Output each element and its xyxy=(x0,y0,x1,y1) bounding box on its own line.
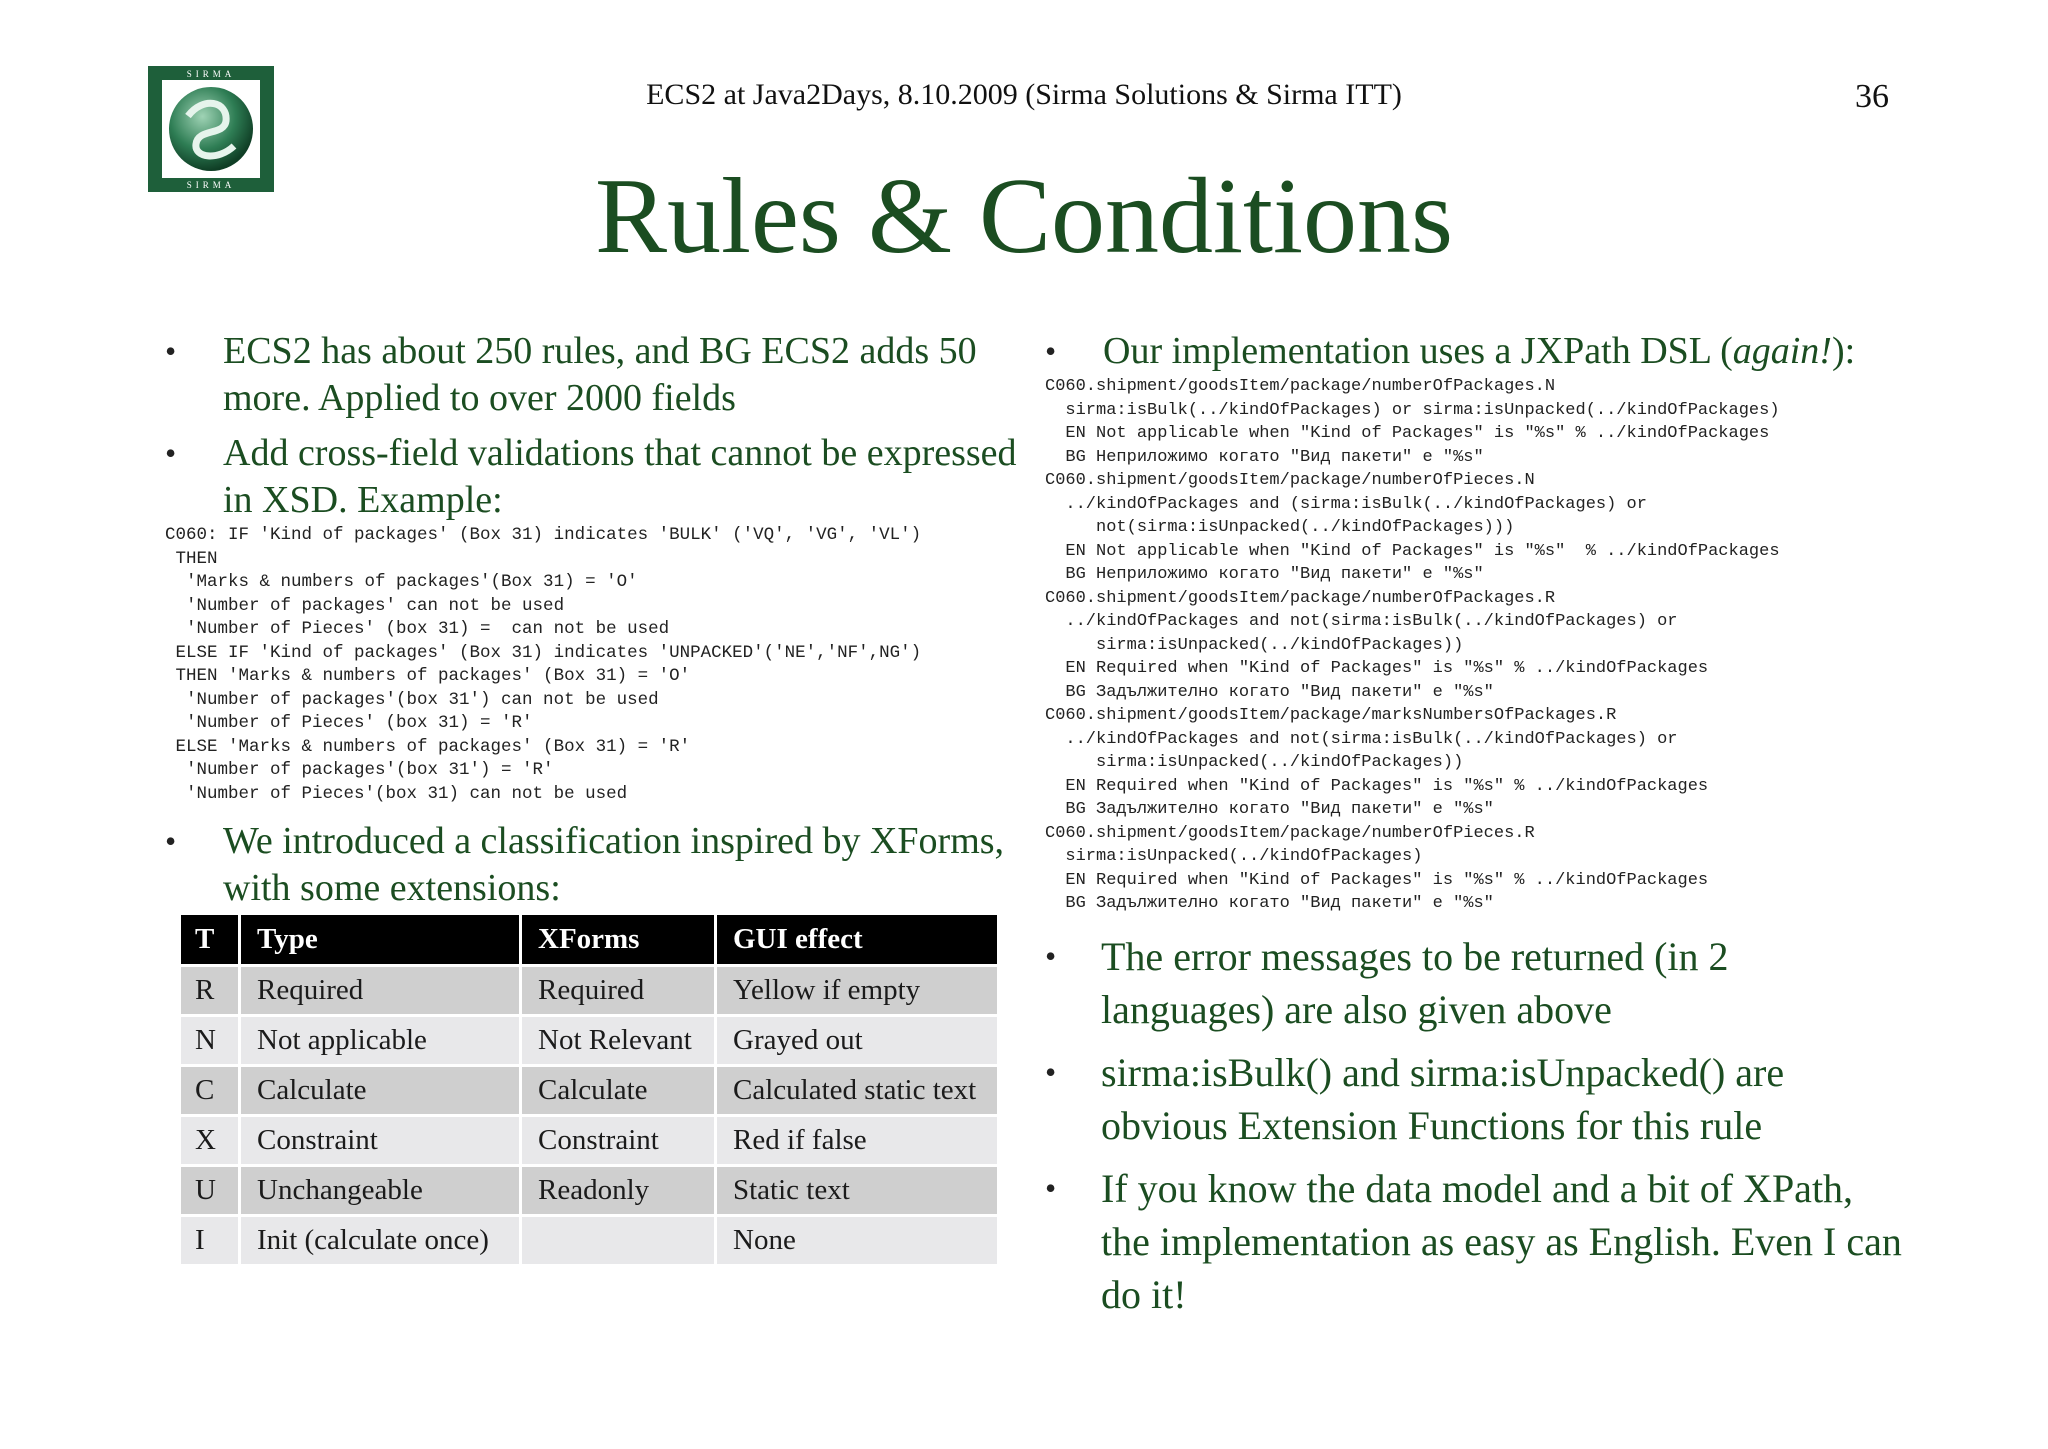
code-line: BG Задължително когато "Вид пакети" е "%s" xyxy=(1045,800,1494,819)
code-line: C060.shipment/goodsItem/package/numberOfPackages.R xyxy=(1045,588,1556,608)
cell-xforms xyxy=(521,1216,716,1266)
bullet-text: Add cross-field validations that cannot be expressed in XSD. Example: xyxy=(223,432,1017,521)
bullet-icon: • xyxy=(165,435,177,471)
code-line: C060: IF 'Kind of packages' (Box 31) indicates 'BULK' ('VQ', 'VG', 'VL') xyxy=(165,525,922,545)
bullet-icon: • xyxy=(1045,333,1057,369)
bullet-error-messages xyxy=(1045,930,1905,1036)
bullet-icon: • xyxy=(165,823,177,859)
bullet-icon: • xyxy=(165,333,177,369)
bullet-text: ECS2 has about 250 rules, and BG ECS2 adds 50 more. Applied to over 2000 fields xyxy=(223,330,977,419)
code-line: 'Number of packages' can not be used xyxy=(165,595,565,616)
logo-letters-bottom: SIRMA xyxy=(186,180,236,190)
cell-gui-effect: Calculated static text xyxy=(716,1066,999,1116)
right-column xyxy=(1045,328,1905,1321)
jxpath-dsl-code xyxy=(1045,375,1905,916)
code-line: EN Not applicable when "Kind of Packages" is "%s" % ../kindOfPackages xyxy=(1045,424,1770,443)
cell-t: X xyxy=(180,1116,240,1166)
bullet-cross-field xyxy=(165,430,1020,524)
code-line: C060.shipment/goodsItem/package/numberOfPieces.N xyxy=(1045,471,1535,490)
cell-xforms: Required xyxy=(521,966,716,1016)
bullet-text: sirma:isBulk() and sirma:isUnpacked() are obvious Extension Functions for this rule xyxy=(1101,1049,1785,1148)
page-number: 36 xyxy=(1855,78,1889,115)
bullet-rules-count xyxy=(165,328,1020,422)
code-line: ELSE 'Marks & numbers of packages' (Box 31) = 'R' xyxy=(165,736,691,757)
cell-gui-effect: Static text xyxy=(716,1166,999,1216)
code-line: EN Required when "Kind of Packages" is "%s" % ../kindOfPackages xyxy=(1045,659,1709,678)
code-line: 'Number of packages'(box 31') = 'R' xyxy=(165,760,554,780)
cell-xforms: Calculate xyxy=(521,1066,716,1116)
code-line: ../kindOfPackages and not(sirma:isBulk(../kindOfPackages) or xyxy=(1045,729,1678,749)
code-line: THEN 'Marks & numbers of packages' (Box 31) = 'O' xyxy=(165,666,691,686)
bullet-text: If you know the data model and a bit of XPath, the implementation as easy as English. Even I can do it! xyxy=(1101,1165,1902,1317)
code-line: C060.shipment/goodsItem/package/numberOfPieces.R xyxy=(1045,823,1535,843)
code-line: ELSE IF 'Kind of packages' (Box 31) indicates 'UNPACKED'('NE','NF',NG') xyxy=(165,642,922,663)
cell-t: C xyxy=(180,1066,240,1116)
code-line: ../kindOfPackages and not(sirma:isBulk(../kindOfPackages) or xyxy=(1045,612,1678,631)
code-line: sirma:isBulk(../kindOfPackages) or sirma:isUnpacked(../kindOfPackages) xyxy=(1045,400,1780,420)
code-line: BG Неприложимо когато "Вид пакети" е "%s" xyxy=(1045,565,1484,584)
code-line: 'Number of Pieces'(box 31) can not be used xyxy=(165,783,628,804)
bullet-text: The error messages to be returned (in 2 languages) are also given above xyxy=(1101,933,1729,1032)
slide-title: Rules & Conditions xyxy=(594,157,1454,276)
table-row xyxy=(180,1066,999,1116)
table-row xyxy=(180,1016,999,1066)
cell-type: Constraint xyxy=(240,1116,521,1166)
column-header-type: Type xyxy=(240,914,521,966)
bullet-easy-as-english xyxy=(1045,1162,1905,1321)
table-header-row xyxy=(180,914,999,966)
cell-type: Init (calculate once) xyxy=(240,1216,521,1266)
bullet-text-suffix: ): xyxy=(1831,330,1856,372)
cell-xforms: Readonly xyxy=(521,1166,716,1216)
code-line: sirma:isUnpacked(../kindOfPackages)) xyxy=(1045,635,1464,655)
cell-type: Calculate xyxy=(240,1066,521,1116)
code-line: sirma:isUnpacked(../kindOfPackages) xyxy=(1045,847,1423,866)
bullet-extension-functions xyxy=(1045,1046,1905,1152)
table-row xyxy=(180,1216,999,1266)
rule-example-code xyxy=(165,524,1020,806)
table-row xyxy=(180,966,999,1016)
bullet-text-emphasis: again! xyxy=(1732,330,1832,372)
code-line: 'Marks & numbers of packages'(Box 31) = 'O' xyxy=(165,572,638,592)
cell-t: N xyxy=(180,1016,240,1066)
cell-type: Not applicable xyxy=(240,1016,521,1066)
bullet-text-prefix: Our implementation uses a JXPath DSL ( xyxy=(1103,330,1733,372)
logo-letters-top: SIRMA xyxy=(186,69,236,79)
column-header-xforms: XForms xyxy=(521,914,716,966)
cell-gui-effect: Yellow if empty xyxy=(716,966,999,1016)
code-line: BG Неприложимо когато "Вид пакети" е "%s" xyxy=(1045,447,1484,467)
bullet-jxpath-dsl xyxy=(1045,328,1905,375)
code-line: sirma:isUnpacked(../kindOfPackages)) xyxy=(1045,753,1464,772)
cell-gui-effect: Red if false xyxy=(716,1116,999,1166)
cell-t: R xyxy=(180,966,240,1016)
cell-t: I xyxy=(180,1216,240,1266)
bullet-icon: • xyxy=(1045,1053,1057,1090)
slide-header: ECS2 at Java2Days, 8.10.2009 (Sirma Solutions & Sirma ITT) xyxy=(646,78,1402,111)
cell-xforms: Constraint xyxy=(521,1116,716,1166)
code-line: BG Задължително когато "Вид пакети" е "%s" xyxy=(1045,894,1494,913)
cell-type: Unchangeable xyxy=(240,1166,521,1216)
column-header-t: T xyxy=(180,914,240,966)
bullet-icon: • xyxy=(1045,937,1057,974)
code-line: 'Number of Pieces' (box 31) = can not be used xyxy=(165,619,670,639)
cell-gui-effect: None xyxy=(716,1216,999,1266)
code-line: EN Not applicable when "Kind of Packages" is "%s" % ../kindOfPackages xyxy=(1045,541,1780,561)
code-line: THEN xyxy=(165,548,218,569)
code-line: 'Number of Pieces' (box 31) = 'R' xyxy=(165,713,533,733)
bullet-text: We introduced a classification inspired by XForms, with some extensions: xyxy=(223,820,1005,909)
table-row xyxy=(180,1116,999,1166)
bullet-classification xyxy=(165,818,1020,912)
code-line: not(sirma:isUnpacked(../kindOfPackages))) xyxy=(1045,518,1515,537)
table-row xyxy=(180,1166,999,1216)
column-header-gui-effect: GUI effect xyxy=(716,914,999,966)
classification-table xyxy=(178,912,1000,1267)
code-line: EN Required when "Kind of Packages" is "%s" % ../kindOfPackages xyxy=(1045,776,1709,796)
bullet-icon: • xyxy=(1045,1169,1057,1206)
cell-type: Required xyxy=(240,966,521,1016)
code-line: ../kindOfPackages and (sirma:isBulk(../kindOfPackages) or xyxy=(1045,494,1647,514)
code-line: BG Задължително когато "Вид пакети" е "%s" xyxy=(1045,682,1494,702)
code-line: C060.shipment/goodsItem/package/marksNumbersOfPackages.R xyxy=(1045,706,1617,725)
cell-xforms: Not Relevant xyxy=(521,1016,716,1066)
code-line: C060.shipment/goodsItem/package/numberOfPackages.N xyxy=(1045,377,1556,396)
left-column xyxy=(165,328,1020,912)
code-line: 'Number of packages'(box 31') can not be used xyxy=(165,689,659,710)
cell-t: U xyxy=(180,1166,240,1216)
cell-gui-effect: Grayed out xyxy=(716,1016,999,1066)
code-line: EN Required when "Kind of Packages" is "%s" % ../kindOfPackages xyxy=(1045,870,1709,890)
